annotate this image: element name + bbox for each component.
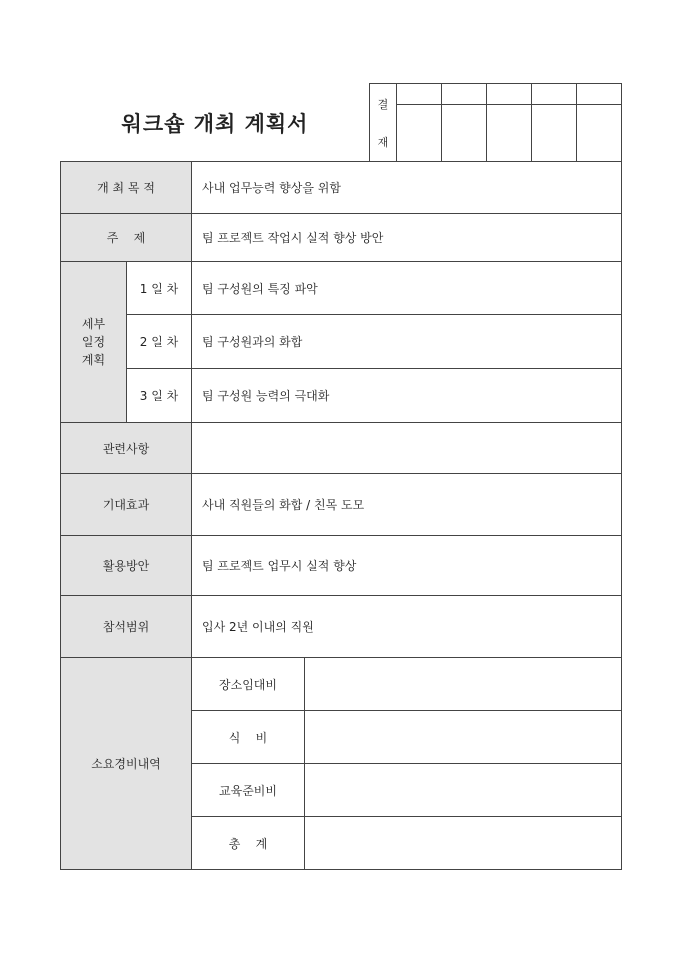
- approval-sign-header: [442, 84, 487, 105]
- effect-label: 기대효과: [61, 474, 192, 536]
- approval-box: [369, 83, 622, 162]
- topic-row: [61, 214, 622, 262]
- expenses-label: 소요경비내역: [61, 658, 192, 870]
- expense-row: [61, 658, 622, 711]
- usage-label: 활용방안: [61, 536, 192, 596]
- approval-sign-header: [532, 84, 577, 105]
- approval-sign-header: [577, 84, 622, 105]
- approval-sign-header: [487, 84, 532, 105]
- effect-row: [61, 474, 622, 536]
- attendees-value[interactable]: 입사 2년 이내의 직원: [192, 596, 622, 658]
- attendees-label: 참석범위: [61, 596, 192, 658]
- expense-item-label: 장소임대비: [192, 658, 305, 711]
- schedule-row: [61, 369, 622, 423]
- related-row: [61, 423, 622, 474]
- approval-sign-box[interactable]: [532, 105, 577, 162]
- topic-label: 주 제: [61, 214, 192, 262]
- expense-item-label: 교육준비비: [192, 764, 305, 817]
- expense-item-value[interactable]: [305, 658, 622, 711]
- approval-sign-box[interactable]: [442, 105, 487, 162]
- day-value[interactable]: 팀 구성원의 특징 파악: [192, 262, 622, 315]
- expense-item-value[interactable]: [305, 711, 622, 764]
- schedule-label-line: 계획: [81, 353, 106, 367]
- related-label: 관련사항: [61, 423, 192, 474]
- related-value[interactable]: [192, 423, 622, 474]
- purpose-value[interactable]: 사내 업무능력 향상을 위함: [192, 162, 622, 214]
- day-value[interactable]: 팀 구성원과의 화합: [192, 315, 622, 369]
- day-label: 1 일 차: [127, 262, 192, 315]
- document-title: 워크숍 개최 계획서: [121, 111, 309, 136]
- day-value[interactable]: 팀 구성원 능력의 극대화: [192, 369, 622, 423]
- approval-label: [370, 84, 397, 162]
- topic-value[interactable]: 팀 프로젝트 작업시 실적 향상 방안: [192, 214, 622, 262]
- approval-sign-header: [397, 84, 442, 105]
- attendees-row: [61, 596, 622, 658]
- expense-item-label: 식 비: [192, 711, 305, 764]
- schedule-label-line: 세부: [81, 317, 106, 331]
- usage-row: [61, 536, 622, 596]
- approval-sign-box[interactable]: [577, 105, 622, 162]
- schedule-label-line: 일정: [81, 335, 106, 349]
- schedule-row: [61, 315, 622, 369]
- approval-label-bottom: 재: [377, 135, 389, 149]
- purpose-label: 개 최 목 적: [61, 162, 192, 214]
- approval-label-top: 결: [377, 97, 389, 111]
- effect-value[interactable]: 사내 직원들의 화합 / 친목 도모: [192, 474, 622, 536]
- day-label: 3 일 차: [127, 369, 192, 423]
- approval-sign-box[interactable]: [487, 105, 532, 162]
- day-label: 2 일 차: [127, 315, 192, 369]
- plan-form: [60, 161, 622, 870]
- purpose-row: [61, 162, 622, 214]
- usage-value[interactable]: 팀 프로젝트 업무시 실적 향상: [192, 536, 622, 596]
- schedule-row: [61, 262, 622, 315]
- expense-item-label: 총 계: [192, 817, 305, 870]
- expense-item-value[interactable]: [305, 764, 622, 817]
- expense-item-value[interactable]: [305, 817, 622, 870]
- approval-sign-box[interactable]: [397, 105, 442, 162]
- schedule-label: [61, 262, 127, 423]
